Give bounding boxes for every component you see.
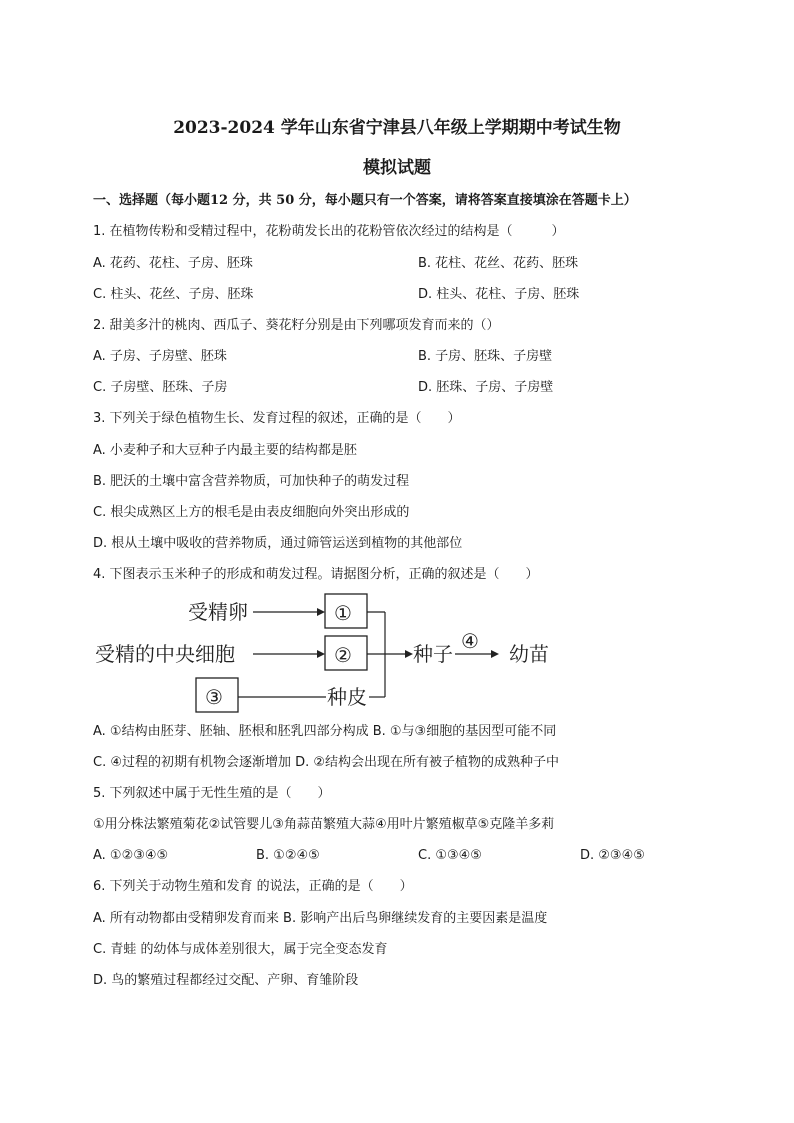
q3-option-c: C. 根尖成熟区上方的根毛是由表皮细胞向外突出形成的 [93, 505, 410, 520]
q1-option-b: B. 花柱、花丝、花药、胚珠 [418, 256, 579, 271]
q1-option-d: D. 柱头、花柱、子房、胚珠 [418, 287, 580, 302]
arrow-head-icon [317, 608, 325, 616]
box-3-label: ③ [205, 685, 223, 709]
question-6-stem: 6. 下列关于动物生殖和发育 的说法，正确的是（ ） [93, 879, 413, 894]
q6-option-c: C. 青蛙 的幼体与成体差别很大，属于完全变态发育 [93, 942, 388, 957]
q2-option-c: C. 子房壁、胚珠、子房 [93, 380, 228, 395]
q5-option-c: C. ①③④⑤ [418, 848, 482, 863]
q2-option-a: A. 子房、子房壁、胚珠 [93, 349, 227, 364]
q2-option-b: B. 子房、胚珠、子房壁 [418, 349, 553, 364]
step-4-label: ④ [461, 629, 479, 653]
q1-option-a: A. 花药、花柱、子房、胚珠 [93, 256, 253, 271]
q5-option-d: D. ②③④⑤ [580, 848, 645, 863]
section-heading: 一、选择题（每小题12 分，共 50 分，每小题只有一个答案，请将答案直接填涂在答题卡上） [93, 193, 637, 208]
arrow-head-icon [491, 650, 499, 658]
question-1-stem: 1. 在植物传粉和受精过程中，花粉萌发长出的花粉管依次经过的结构是（ ） [93, 224, 565, 239]
q1-option-c: C. 柱头、花丝、子房、胚珠 [93, 287, 254, 302]
arrow-head-icon [405, 650, 413, 658]
diagram-seed-label: 种子 [413, 642, 453, 666]
question-4-stem: 4. 下图表示玉米种子的形成和萌发过程。请据图分析，正确的叙述是（ ） [93, 567, 539, 582]
box-1-label: ① [334, 601, 352, 625]
question-2-stem: 2. 甜美多汁的桃肉、西瓜子、葵花籽分别是由下列哪项发育而来的（） [93, 318, 500, 333]
diagram-seedling-label: 幼苗 [509, 642, 549, 666]
q3-option-d: D. 根从土壤中吸收的营养物质，通过筛管运送到植物的其他部位 [93, 536, 463, 551]
q5-items: ①用分株法繁殖菊花②试管婴儿③角蒜苗繁殖大蒜④用叶片繁殖椒草⑤克隆羊多莉 [93, 817, 555, 832]
diagram-central-cell-label: 受精的中央细胞 [95, 642, 235, 666]
corn-seed-diagram [93, 590, 573, 715]
q3-option-a: A. 小麦种子和大豆种子内最主要的结构都是胚 [93, 443, 357, 458]
question-3-stem: 3. 下列关于绿色植物生长、发育过程的叙述，正确的是（ ） [93, 411, 461, 426]
diagram-seed-coat-label: 种皮 [327, 685, 367, 709]
arrow-head-icon [317, 650, 325, 658]
q5-option-b: B. ①②④⑤ [256, 848, 320, 863]
q4-options-ab: A. ①结构由胚芽、胚轴、胚根和胚乳四部分构成 B. ①与③细胞的基因型可能不同 [93, 724, 557, 739]
box-2-label: ② [334, 643, 352, 667]
q4-options-cd: C. ④过程的初期有机物会逐渐增加 D. ②结构会出现在所有被子植物的成熟种子中 [93, 755, 560, 770]
q3-option-b: B. 肥沃的土壤中富含营养物质，可加快种子的萌发过程 [93, 474, 410, 489]
q5-option-a: A. ①②③④⑤ [93, 848, 169, 863]
diagram-fertilized-egg-label: 受精卵 [188, 600, 248, 624]
q6-options-ab: A. 所有动物都由受精卵发育而来 B. 影响产出后鸟卵继续发育的主要因素是温度 [93, 911, 548, 926]
q6-option-d: D. 鸟的繁殖过程都经过交配、产卵、育雏阶段 [93, 973, 359, 988]
exam-subtitle: 模拟试题 [363, 158, 431, 178]
exam-title: 2023-2024 学年山东省宁津县八年级上学期期中考试生物 [173, 118, 621, 138]
q2-option-d: D. 胚珠、子房、子房壁 [418, 380, 554, 395]
question-5-stem: 5. 下列叙述中属于无性生殖的是（ ） [93, 786, 331, 801]
